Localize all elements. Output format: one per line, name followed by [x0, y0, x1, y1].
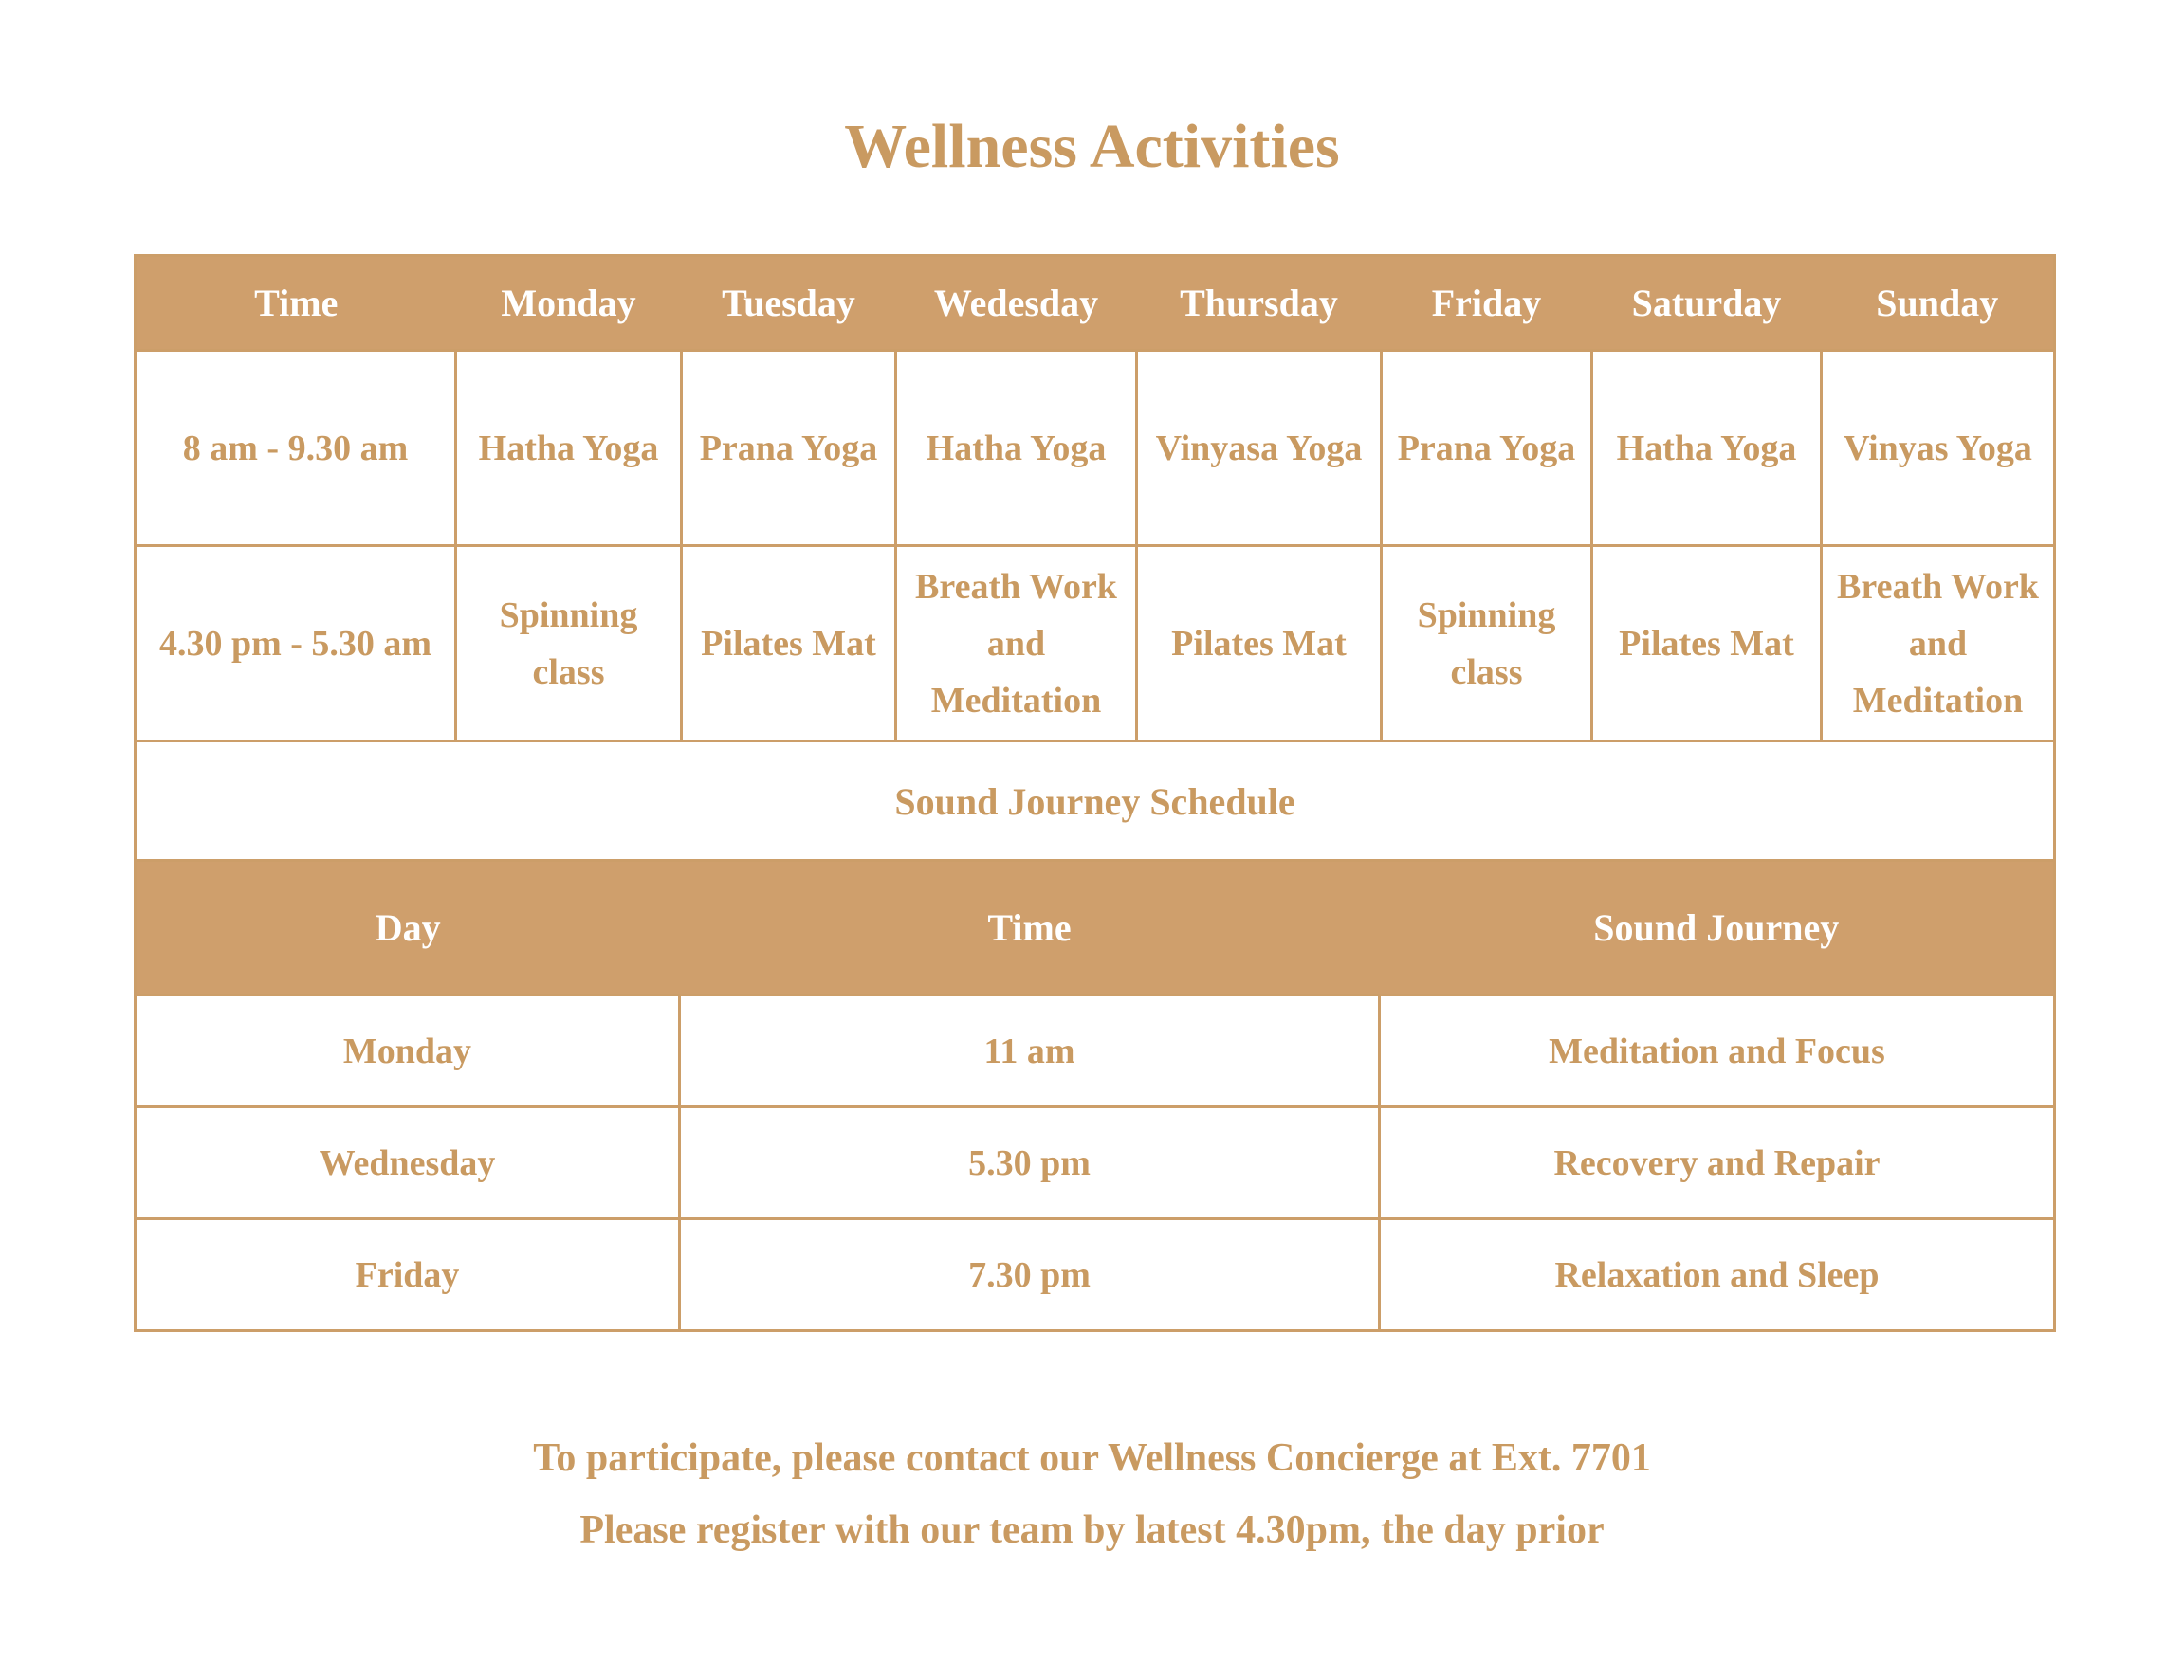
table-row — [136, 995, 2055, 1107]
table-cell: Hatha Yoga — [1592, 351, 1822, 546]
table-cell: Pilates Mat — [682, 546, 896, 741]
table-cell: 5.30 pm — [680, 1107, 1380, 1219]
sound-header-row — [136, 861, 2055, 995]
table-cell: Spinning class — [456, 546, 682, 741]
table-cell: 4.30 pm - 5.30 am — [136, 546, 456, 741]
table-row — [136, 351, 2055, 546]
column-header: Monday — [456, 256, 682, 351]
footer-contact-line: To participate, please contact our Wellness Concierge at Ext. 7701 — [533, 1436, 1651, 1480]
page-title: Wellness Activities — [844, 112, 1340, 181]
table-cell: Pilates Mat — [1592, 546, 1822, 741]
weekly-header-row — [136, 256, 2055, 351]
column-header: Time — [136, 256, 456, 351]
table-cell: Relaxation and Sleep — [1380, 1219, 2055, 1331]
weekly-schedule-table — [134, 254, 2056, 864]
table-cell: Meditation and Focus — [1380, 995, 2055, 1107]
table-row — [136, 1219, 2055, 1331]
table-cell: Vinyasa Yoga — [1137, 351, 1382, 546]
section-heading: Sound Journey Schedule — [136, 741, 2055, 863]
table-cell: Vinyas Yoga — [1822, 351, 2055, 546]
column-header: Time — [680, 861, 1380, 995]
column-header: Day — [136, 861, 680, 995]
column-header: Sound Journey — [1380, 861, 2055, 995]
table-cell: Wednesday — [136, 1107, 680, 1219]
table-cell: Hatha Yoga — [456, 351, 682, 546]
table-cell: Breath Work and Meditation — [1822, 546, 2055, 741]
table-cell: Spinning class — [1382, 546, 1592, 741]
table-cell: Friday — [136, 1219, 680, 1331]
table-cell: 11 am — [680, 995, 1380, 1107]
column-header: Friday — [1382, 256, 1592, 351]
column-header: Wedesday — [896, 256, 1137, 351]
table-cell: Pilates Mat — [1137, 546, 1382, 741]
table-row — [136, 546, 2055, 741]
column-header: Sunday — [1822, 256, 2055, 351]
column-header: Tuesday — [682, 256, 896, 351]
column-header: Thursday — [1137, 256, 1382, 351]
table-row — [136, 1107, 2055, 1219]
table-cell: 7.30 pm — [680, 1219, 1380, 1331]
footer-registration-line: Please register with our team by latest 4.30pm, the day prior — [579, 1508, 1605, 1552]
table-cell: Monday — [136, 995, 680, 1107]
sound-journey-table — [134, 859, 2056, 1332]
table-cell: Prana Yoga — [682, 351, 896, 546]
table-cell: Recovery and Repair — [1380, 1107, 2055, 1219]
table-cell: Hatha Yoga — [896, 351, 1137, 546]
table-cell: 8 am - 9.30 am — [136, 351, 456, 546]
table-cell: Prana Yoga — [1382, 351, 1592, 546]
table-cell: Breath Work and Meditation — [896, 546, 1137, 741]
column-header: Saturday — [1592, 256, 1822, 351]
sound-journey-heading-row — [136, 741, 2055, 863]
